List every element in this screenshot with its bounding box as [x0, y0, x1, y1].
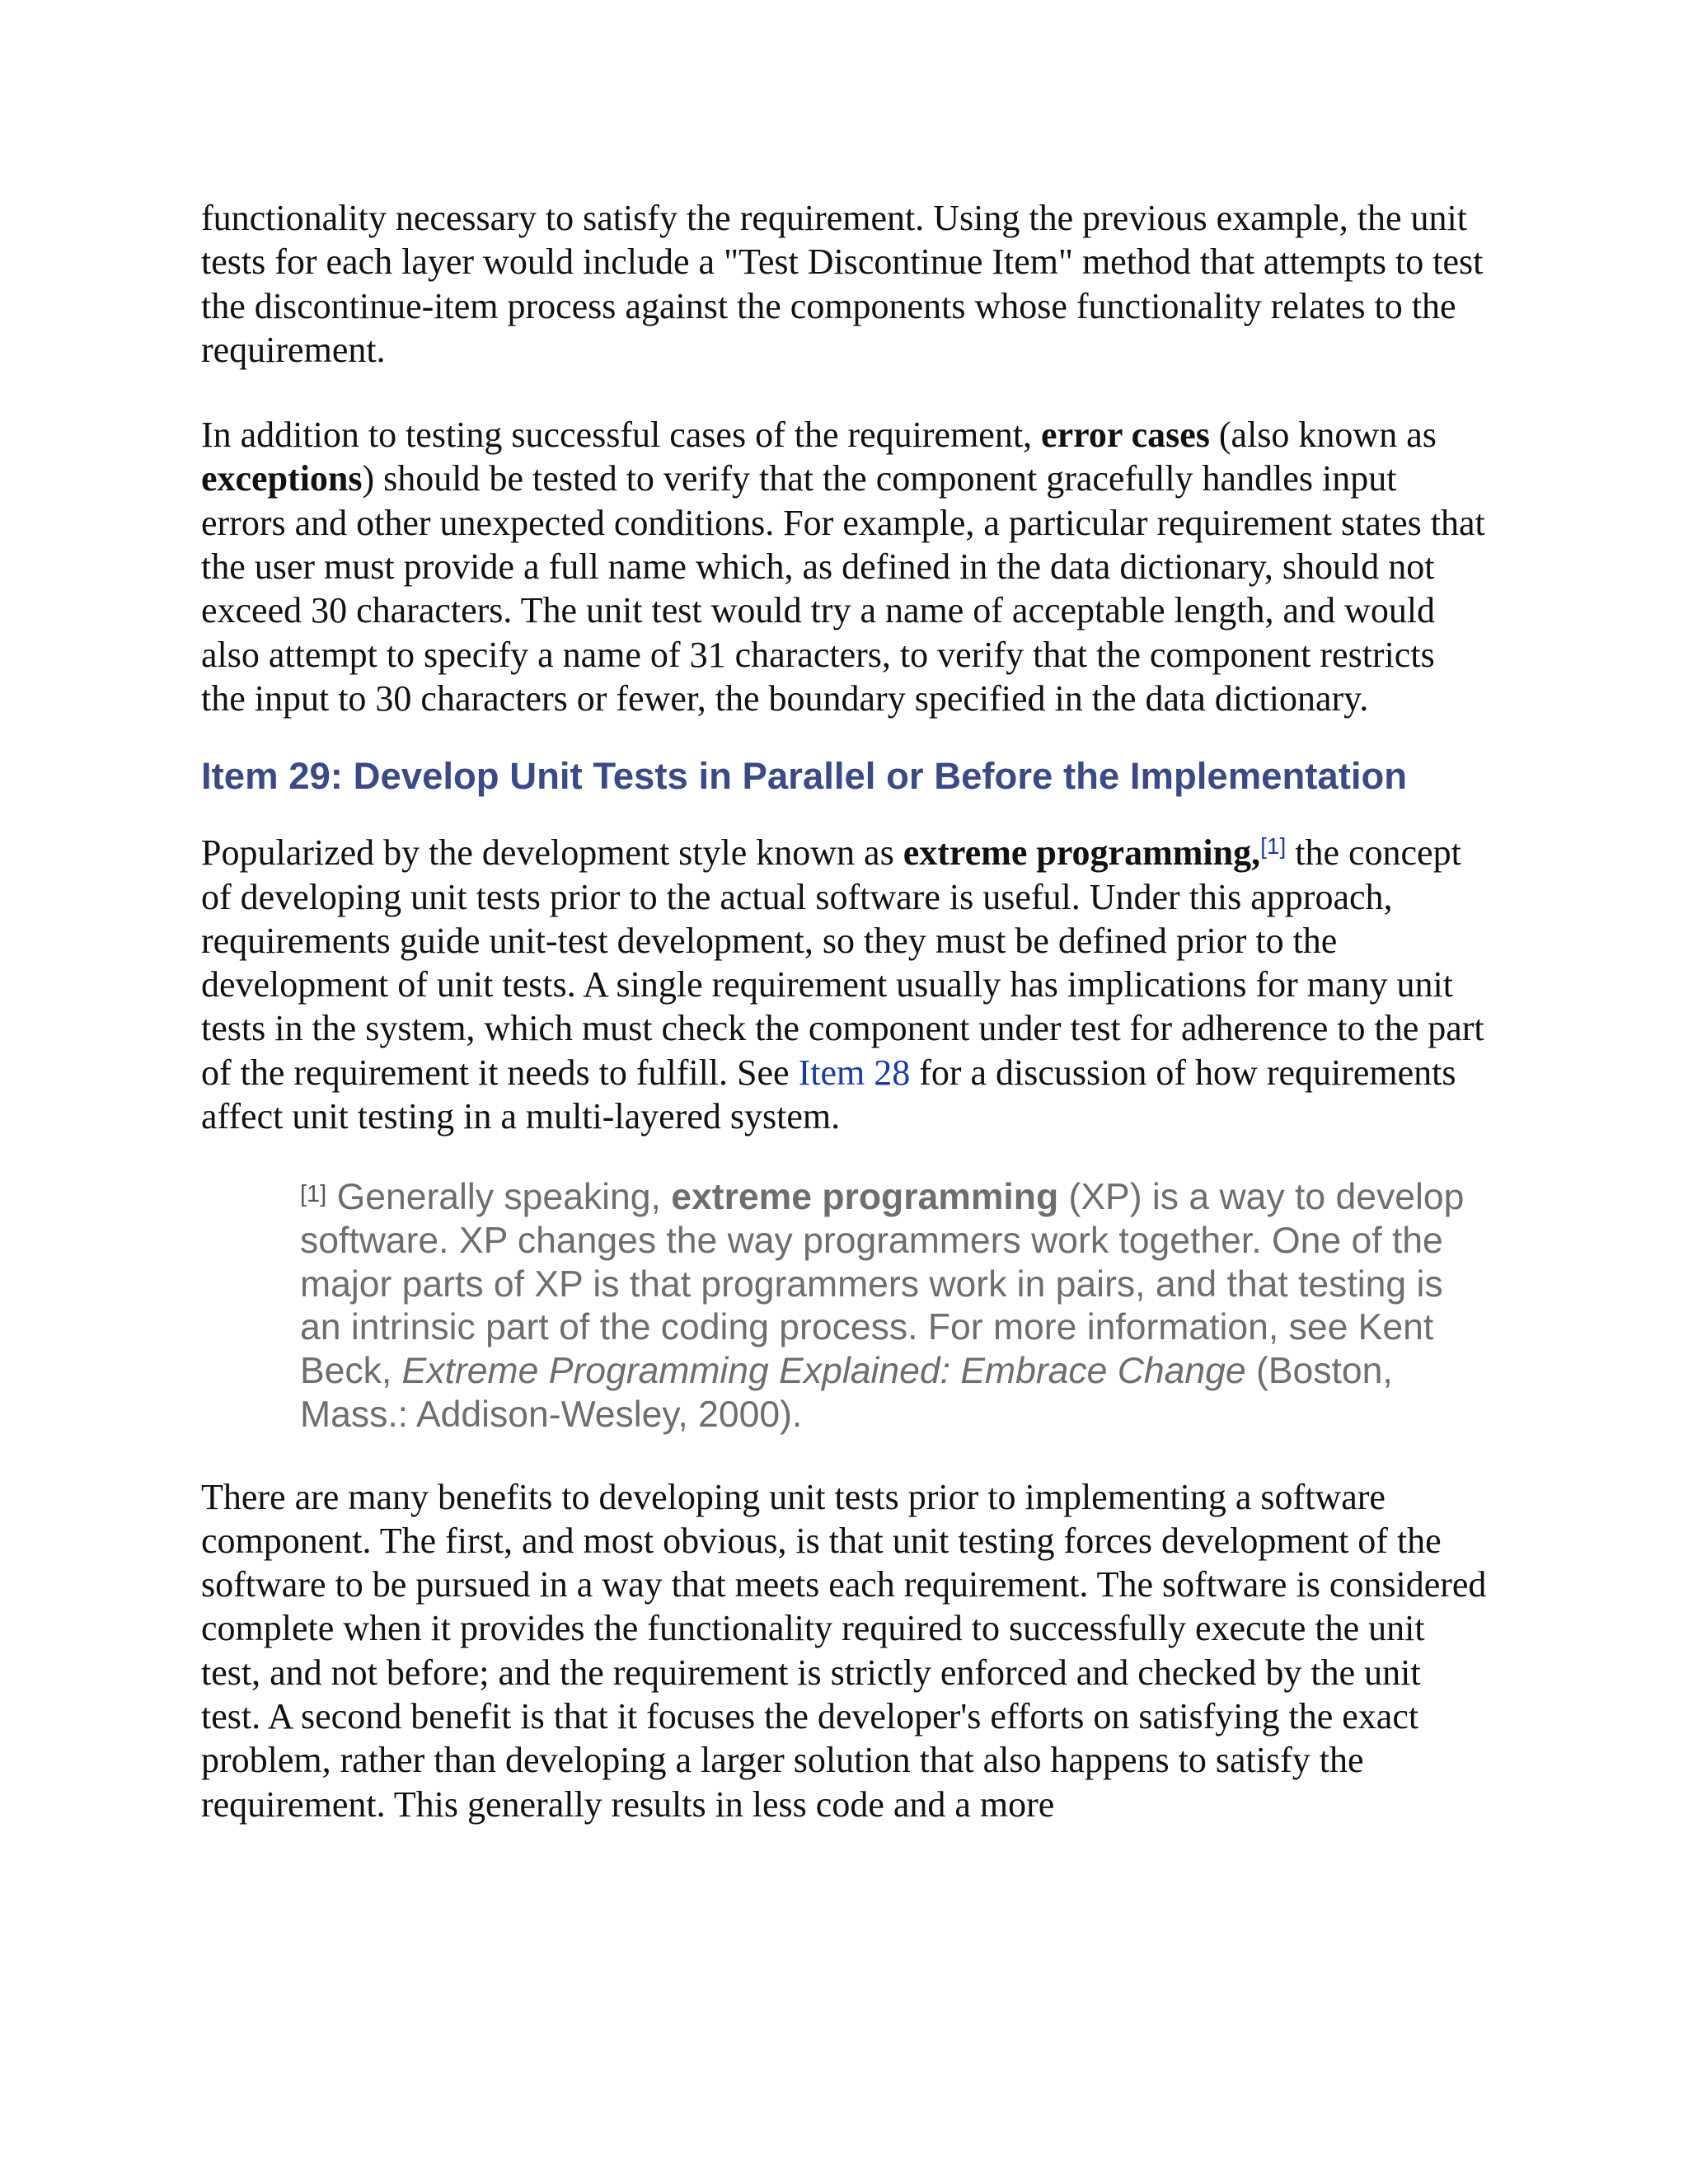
- footnote-marker: [1]: [300, 1181, 327, 1208]
- bold-term-extreme-programming: extreme programming,: [903, 832, 1261, 874]
- text-run: (XP) is a way to develop software. XP changes the way programmers work together. One of the major parts of XP is that programmers work in pairs, and that testing is an intrinsic part of the coding process. For more information, see Kent Beck,: [300, 1177, 1465, 1392]
- item-28-link[interactable]: Item 28: [798, 1052, 911, 1093]
- text-run: Generally speaking,: [326, 1177, 672, 1218]
- paragraph-functionality: functionality necessary to satisfy the requirement. Using the previous example, the unit tests for each layer would include a "Test Discontinue Item" method that attempts to test the discontinue-item process against the components whose functionality relates to the requirement.: [201, 198, 1484, 370]
- footnote-block: [300, 1176, 1487, 1436]
- text-run: for a discussion of how requirements affect unit testing in a multi-layered system.: [201, 1052, 1456, 1137]
- book-title: Extreme Programming Explained: Embrace Change: [401, 1351, 1246, 1392]
- text-run: (also known as: [1209, 415, 1437, 456]
- document-page: [201, 196, 1487, 1826]
- paragraph-extreme-programming: [201, 831, 1487, 1138]
- text-run: Popularized by the development style known as: [201, 832, 903, 874]
- text-run: ) should be tested to verify that the component gracefully handles input errors and other unexpected conditions. For example, a particular requirement states that the user must provide a full name which, as defined in the data dictionary, should not exceed 30 characters. The unit test would try a name of acceptable length, and would also attempt to specify a name of 31 characters, to verify that the component restricts the input to 30 characters or fewer, the boundary specified in the data dictionary.: [201, 458, 1485, 719]
- footnote-reference-link[interactable]: [1]: [1260, 833, 1287, 860]
- section-heading: Item 29: Develop Unit Tests in Parallel or Before the Implementation: [201, 755, 1408, 798]
- bold-term-exceptions: exceptions: [201, 458, 363, 499]
- paragraph-error-cases: [201, 413, 1487, 720]
- text-run: the concept of developing unit tests prior to the actual software is useful. Under this approach, requirements guide unit-test development, so they must be defined prior to the development of unit tests. A single requirement usually has implications for many unit tests in the system, which must check the component under test for adherence to the part of the requirement it needs to fulfill. See: [201, 832, 1484, 1093]
- text-run: In addition to testing successful cases of the requirement,: [201, 415, 1042, 456]
- bold-term-footnote: extreme programming: [671, 1177, 1059, 1218]
- paragraph-benefits: There are many benefits to developing unit tests prior to implementing a software component. The first, and most obvious, is that unit testing forces development of the software to be pursued in a way that meets each requirement. The software is considered complete when it provides the functionality required to successfully execute the unit test, and not before; and the requirement is strictly enforced and checked by the unit test. A second benefit is that it focuses the developer's efforts on satisfying the exact problem, rather than developing a larger solution that also happens to satisfy the requirement. This generally results in less code and a more: [201, 1476, 1487, 1825]
- text-run: (Boston, Mass.: Addison-Wesley, 2000).: [300, 1351, 1393, 1435]
- bold-term-error-cases: error cases: [1041, 415, 1210, 456]
